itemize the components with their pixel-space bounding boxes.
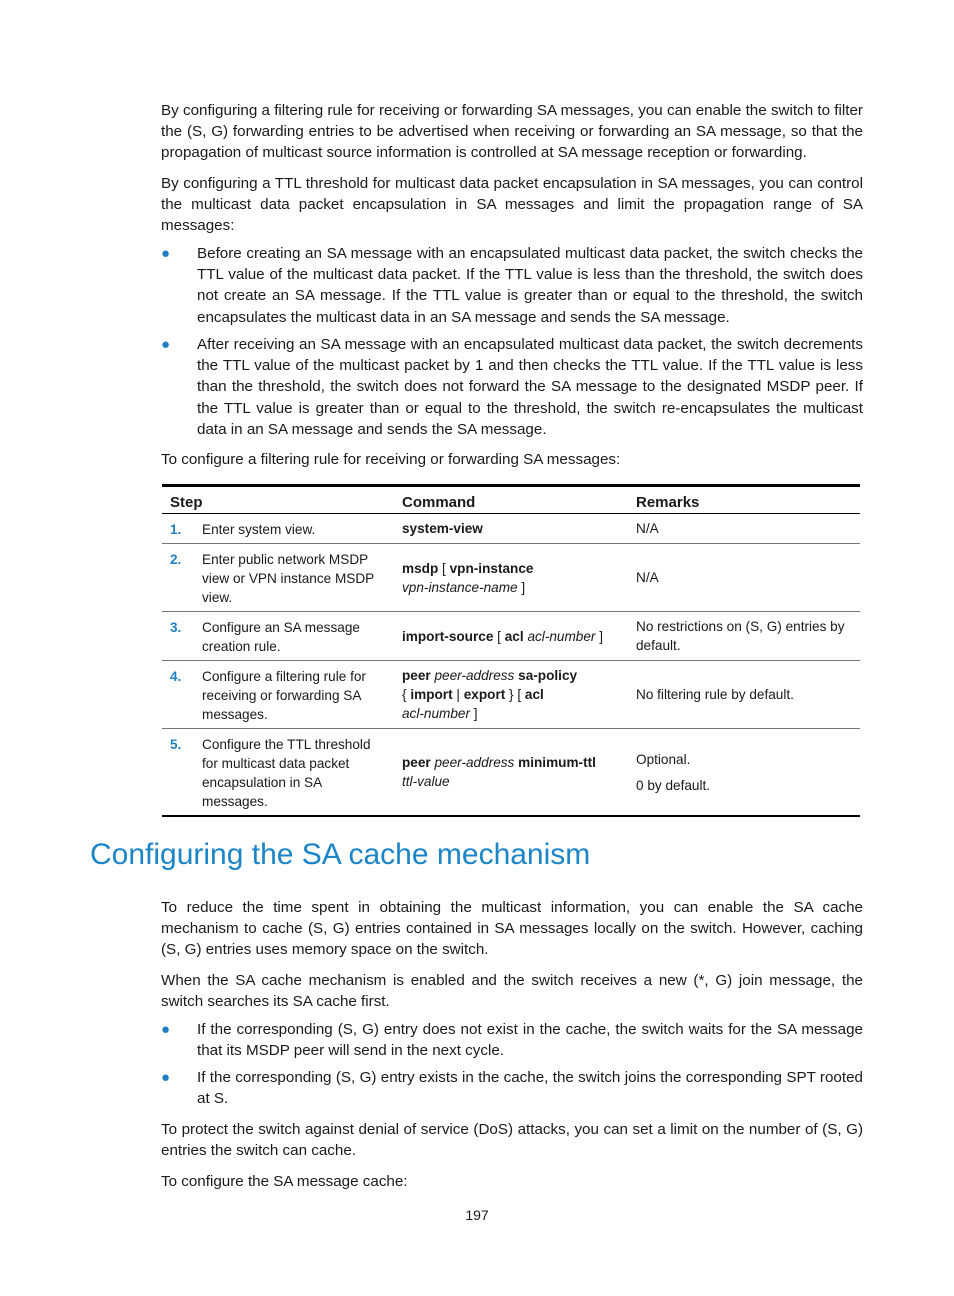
list-item: [161, 1019, 863, 1061]
list-item: [161, 243, 863, 328]
command-keyword: acl: [504, 628, 524, 644]
command-keyword: import-source: [402, 628, 494, 644]
step-number: 2.: [162, 544, 194, 612]
section-heading: Configuring the SA cache mechanism: [90, 838, 591, 871]
bullet-icon: ●: [161, 336, 171, 353]
config-table: [162, 484, 860, 817]
table-row: [162, 544, 860, 612]
command-syntax: |: [452, 687, 464, 702]
step-description: Enter public network MSDP view or VPN instance MSDP view.: [194, 544, 394, 612]
table-row: [162, 729, 860, 817]
list-item: [161, 334, 863, 440]
command-keyword: acl: [524, 687, 544, 702]
remarks-line: 0 by default.: [636, 777, 711, 793]
remarks-line: Optional.: [636, 751, 691, 767]
list-item: [161, 1067, 863, 1109]
command-argument: ttl-value: [402, 774, 450, 789]
table-header-row: [162, 486, 860, 514]
command-keyword: msdp: [402, 560, 439, 576]
section-paragraph-4: To configure the SA message cache:: [161, 1173, 408, 1190]
command-cell: [394, 514, 628, 544]
command-cell: [394, 612, 628, 661]
header-step: Step: [162, 486, 394, 514]
section-paragraph-1: To reduce the time spent in obtaining the multicast information, you can enable the SA cache mechanism to cache (S, G) entries contained in SA messages locally on the switch. However, caching (S, G) entries uses memory space on the switch.: [161, 899, 863, 959]
command-cell: [394, 729, 628, 817]
step-description: Configure an SA message creation rule.: [194, 612, 394, 661]
command-argument: peer-address: [434, 668, 515, 683]
command-keyword: export: [463, 687, 506, 702]
list-item-text: Before creating an SA message with an encapsulated multicast data packet, the switch checks the TTL value of the multicast data packet. If the TTL value is less than the threshold, the switch does not create an SA message. If the TTL value is greater than or equal to the threshold, the switch encapsulates the multicast data in an SA message and sends the SA message.: [197, 245, 863, 326]
command-argument: peer-address: [434, 755, 515, 770]
command-argument: acl-number: [527, 628, 596, 644]
table-row: [162, 514, 860, 544]
command-syntax: ]: [470, 706, 478, 721]
intro-paragraph-2: By configuring a TTL threshold for multicast data packet encapsulation in SA messages, you can control the multicast data packet encapsulation in SA messages and limit the propagation range of SA messages:: [161, 175, 863, 235]
section-paragraph-2: When the SA cache mechanism is enabled and the switch receives a new (*, G) join message, the switch searches its SA cache first.: [161, 972, 863, 1011]
step-number: 1.: [162, 514, 194, 544]
command-cell: [394, 544, 628, 612]
intro-paragraph-1: By configuring a filtering rule for receiving or forwarding SA messages, you can enable the switch to filter the (S, G) forwarding entries to be advertised when receiving or forwarding an SA message, so that the propagation of multicast source information is controlled at SA message reception or forwarding.: [161, 102, 863, 162]
step-number: 5.: [162, 729, 194, 817]
step-description: Configure a filtering rule for receiving or forwarding SA messages.: [194, 661, 394, 729]
command-syntax: [: [493, 628, 505, 644]
remarks-cell: [628, 729, 860, 817]
command-keyword: import: [410, 687, 453, 702]
command-argument: acl-number: [402, 706, 470, 721]
section-paragraph-3: To protect the switch against denial of service (DoS) attacks, you can set a limit on the number of (S, G) entries the switch can cache.: [161, 1121, 863, 1160]
remarks-cell: N/A: [628, 514, 860, 544]
command-keyword: peer: [402, 755, 431, 770]
header-remarks: Remarks: [628, 486, 860, 514]
list-item-text: If the corresponding (S, G) entry does not exist in the cache, the switch waits for the SA message that its MSDP peer will send in the next cycle.: [197, 1021, 863, 1060]
step-description: Enter system view.: [194, 514, 394, 544]
command-syntax: ]: [595, 628, 603, 644]
command-syntax: ]: [517, 579, 526, 595]
bullet-icon: ●: [161, 1021, 171, 1038]
command-keyword: sa-policy: [518, 668, 578, 683]
list-item-text: After receiving an SA message with an encapsulated multicast data packet, the switch decrements the TTL value of the multicast packet by 1 and then checks the TTL value. If the TTL value is less than the threshold, the switch does not forward the SA message to the designated MSDP peer. If the TTL value is greater than or equal to the threshold, the switch re-encapsulates the multicast data in an SA message and sends the SA message.: [197, 336, 863, 438]
command-syntax: {: [402, 687, 411, 702]
remarks-cell: No filtering rule by default.: [628, 661, 860, 729]
step-number: 4.: [162, 661, 194, 729]
step-number: 3.: [162, 612, 194, 661]
command-syntax: } [: [505, 687, 525, 702]
bullet-icon: ●: [161, 1069, 171, 1086]
list-item-text: If the corresponding (S, G) entry exists in the cache, the switch joins the corresponding SPT rooted at S.: [197, 1069, 863, 1108]
bullet-icon: ●: [161, 245, 171, 262]
command-keyword: minimum-ttl: [518, 755, 596, 770]
command-keyword: peer: [402, 668, 431, 683]
remarks-cell: N/A: [628, 544, 860, 612]
table-row: [162, 612, 860, 661]
page-number: 197: [465, 1207, 489, 1223]
command-keyword: system-view: [402, 521, 483, 536]
command-argument: vpn-instance-name: [402, 579, 518, 595]
step-description: Configure the TTL threshold for multicast data packet encapsulation in SA messages.: [194, 729, 394, 817]
command-cell: [394, 661, 628, 729]
header-command: Command: [394, 486, 628, 514]
table-row: [162, 661, 860, 729]
command-syntax: [: [438, 560, 450, 576]
table-intro: To configure a filtering rule for receiving or forwarding SA messages:: [161, 451, 621, 468]
remarks-cell: No restrictions on (S, G) entries by default.: [628, 612, 860, 661]
command-keyword: vpn-instance: [449, 560, 534, 576]
